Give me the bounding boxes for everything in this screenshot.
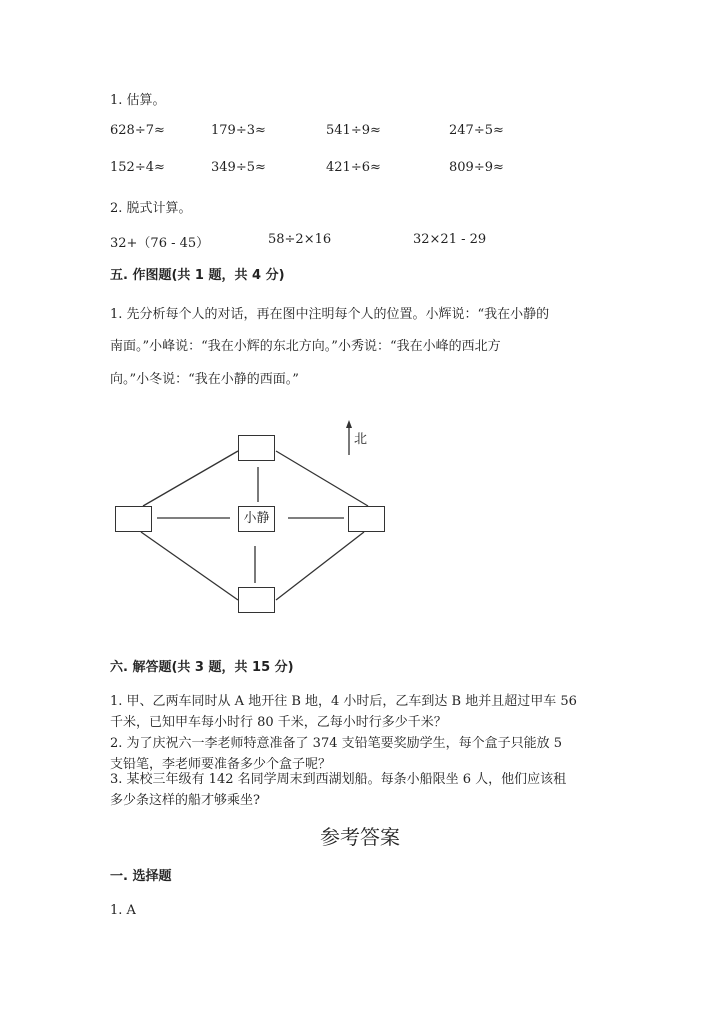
question-line: 2. 为了庆祝六一李老师特意准备了 374 支铅笔要奖励学生，每个盒子只能放 5 (110, 736, 563, 751)
blank-box-west[interactable] (115, 506, 152, 532)
blank-box-north[interactable] (238, 435, 275, 461)
estimate-title: 1. 估算。 (110, 93, 166, 108)
estimate-item: 247÷5≈ (449, 123, 504, 138)
estimate-item: 628÷7≈ (110, 123, 165, 138)
question-line: 千米，已知甲车每小时行 80 千米，乙每小时行多少千米？ (110, 715, 447, 730)
question-line: 1. 甲、乙两车同时从 A 地开往 B 地，4 小时后，乙车到达 B 地并且超过甲车 56 (110, 694, 577, 709)
section-6-heading: 六. 解答题(共 3 题，共 15 分) (110, 660, 294, 675)
estimate-item: 541÷9≈ (326, 123, 381, 138)
question-line: 多少条这样的船才够乘坐? (110, 793, 260, 808)
question-line: 3. 某校三年级有 142 名同学周末到西湖划船。每条小船限坐 6 人，他们应该租 (110, 772, 567, 787)
blank-box-south[interactable] (238, 587, 275, 613)
section-5-heading: 五. 作图题(共 1 题，共 4 分) (110, 268, 285, 283)
blank-box-east[interactable] (348, 506, 385, 532)
question-line: 南面。”小峰说：“我在小辉的东北方向。”小秀说：“我在小峰的西北方 (110, 339, 501, 354)
center-box: 小静 (238, 506, 275, 532)
calc-item: 58÷2×16 (268, 232, 332, 247)
calc-title: 2. 脱式计算。 (110, 201, 192, 216)
answers-title: 参考答案 (320, 825, 400, 849)
calc-item: 32+（76 - 45） (110, 236, 210, 251)
north-label: 北 (354, 432, 368, 447)
estimate-item: 421÷6≈ (326, 160, 381, 175)
question-line: 向。”小冬说：“我在小静的西面。” (110, 372, 299, 387)
question-line: 1. 先分析每个人的对话，再在图中注明每个人的位置。小辉说：“我在小静的 (110, 307, 550, 322)
estimate-item: 152÷4≈ (110, 160, 165, 175)
estimate-item: 349÷5≈ (211, 160, 266, 175)
calc-item: 32×21 - 29 (413, 232, 487, 247)
answers-section-1: 一. 选择题 (110, 869, 172, 884)
estimate-item: 809÷9≈ (449, 160, 504, 175)
estimate-item: 179÷3≈ (211, 123, 266, 138)
answer-item: 1. A (110, 903, 136, 918)
question-line: 支铅笔，李老师要准备多少个盒子呢？ (110, 757, 332, 772)
